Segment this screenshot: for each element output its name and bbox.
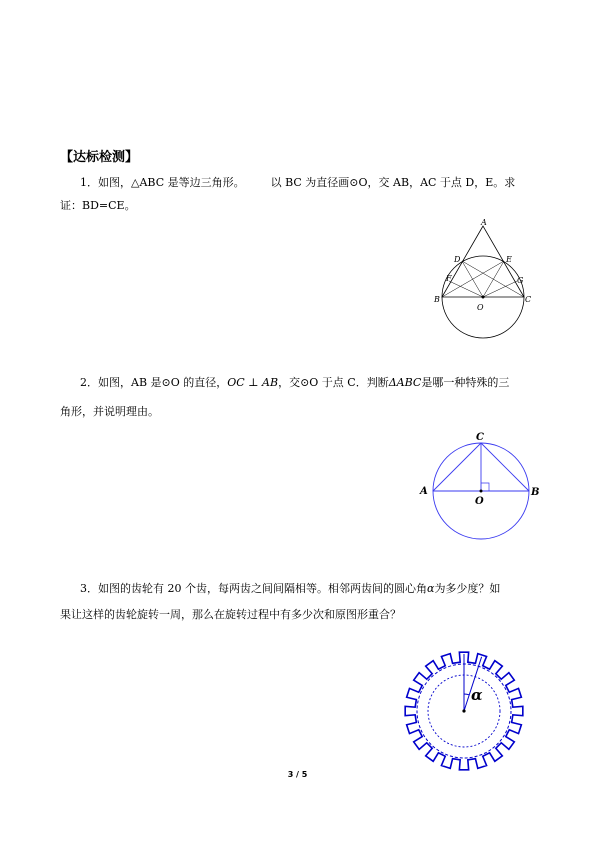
segment-bc bbox=[481, 443, 529, 491]
question-2-text-c: 是哪一种特殊的三 bbox=[421, 376, 510, 389]
question-2-line-1 bbox=[80, 373, 550, 393]
question-1-text-b: 以 BC 为直径画⊙O，交 AB，AC 于点 D，E。求 bbox=[270, 176, 516, 189]
label-d: D bbox=[454, 255, 461, 264]
label-e: E bbox=[506, 255, 512, 264]
question-1-line-2: 证：BD=CE。 bbox=[60, 199, 136, 212]
question-3-line-2: 果让这样的齿轮旋转一周，那么在旋转过程中有多少次和原图形重合？ bbox=[60, 608, 401, 621]
segment-ac bbox=[433, 443, 481, 491]
label-a: A bbox=[481, 218, 487, 227]
question-3-line-1 bbox=[80, 579, 560, 599]
page-number: 3 / 5 bbox=[287, 770, 308, 779]
figure-equilateral-triangle-circle bbox=[425, 215, 545, 345]
label-o: O bbox=[477, 303, 484, 312]
oc-perp-ab-math: OC ⊥ AB bbox=[227, 376, 279, 389]
center-o-dot bbox=[482, 296, 485, 299]
label-c: C bbox=[525, 295, 532, 304]
right-angle-mark bbox=[481, 483, 489, 491]
label-g: G bbox=[517, 276, 524, 285]
label-b: B bbox=[531, 487, 540, 498]
gear-center-dot bbox=[462, 709, 465, 712]
angle-arc bbox=[464, 694, 469, 695]
question-1-text-a: 1．如图，△ABC 是等边三角形。 bbox=[80, 176, 245, 189]
figure-right-isosceles-circle bbox=[415, 428, 545, 540]
alpha-symbol: α bbox=[427, 582, 435, 595]
label-f: F bbox=[446, 274, 452, 283]
question-2-text-a: 2．如图，AB 是⊙O 的直径， bbox=[80, 376, 228, 389]
question-3-text-a: 3．如图的齿轮有 20 个齿，每两齿之间间隔相等。相邻两齿间的圆心角 bbox=[80, 582, 427, 595]
question-1-line-1 bbox=[80, 173, 550, 193]
angle-alpha-label: α bbox=[471, 686, 483, 704]
center-o-dot bbox=[480, 490, 483, 493]
label-o: O bbox=[475, 496, 484, 507]
figure-gear bbox=[400, 648, 530, 774]
question-2-line-2: 角形，并说明理由。 bbox=[60, 405, 159, 418]
segment-og bbox=[483, 281, 517, 297]
label-b: B bbox=[434, 295, 440, 304]
segment-od bbox=[462, 261, 483, 297]
question-3-text-b: 为多少度？如 bbox=[434, 582, 501, 595]
label-a: A bbox=[420, 486, 428, 497]
triangle-abc-math: ΔABC bbox=[388, 376, 422, 389]
segment-oe bbox=[483, 261, 504, 297]
question-2-text-b: ，交⊙O 于点 C．判断 bbox=[278, 376, 389, 389]
label-c: C bbox=[476, 432, 484, 443]
section-heading: 【达标检测】 bbox=[60, 150, 139, 165]
segment-of bbox=[449, 281, 483, 297]
